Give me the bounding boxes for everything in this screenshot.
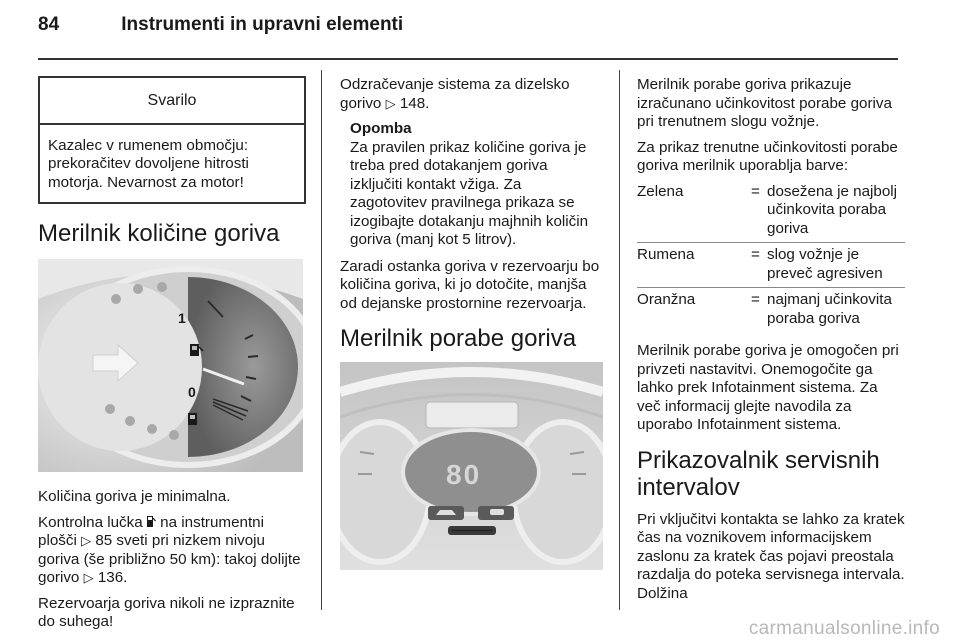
temperature-icon bbox=[490, 509, 504, 515]
fuel-paragraph-2-part-c: 85 sveti pri nizkem nivoju goriva (še približno 50 km): takoj dolijte gorivo bbox=[38, 532, 301, 586]
color-equals: = bbox=[751, 243, 767, 288]
economy-paragraph-1: Merilnik porabe goriva prikazuje izračunano učinkovitost porabe goriva pri trenutnem slogu vožnje. bbox=[637, 76, 892, 130]
display-digits: 80 bbox=[446, 459, 482, 490]
watermark: carmanualsonline.info bbox=[748, 618, 940, 639]
color-equals: = bbox=[751, 182, 760, 200]
color-description: najmanj učinkovita poraba goriva bbox=[767, 288, 905, 333]
service-paragraph: Pri vključitvi kontakta se lahko za kratek čas na voznikovem informacijskem zaslonu za kratek čas pojavi preostala razdalja do poteka servisnega intervala. Dolžina bbox=[637, 510, 905, 602]
page-title: Instrumenti in upravni elementi bbox=[121, 14, 404, 35]
fuel-paragraph-1: Količina goriva je minimalna. bbox=[38, 488, 231, 505]
economy-paragraph-2: Za prikaz trenutne učinkovitosti porabe goriva merilnik uporablja barve: bbox=[637, 138, 898, 174]
color-name: Rumena bbox=[637, 243, 751, 288]
warning-box bbox=[38, 76, 306, 204]
bleeding-paragraph-part-b: 148. bbox=[399, 94, 430, 112]
section-title-service-interval: Prikazovalnik servisnih intervalov bbox=[637, 446, 880, 501]
page-number: 84 bbox=[38, 14, 60, 35]
warning-heading: Svarilo bbox=[40, 78, 304, 125]
fuel-gauge-figure bbox=[38, 259, 303, 472]
note-block bbox=[340, 120, 602, 250]
color-row bbox=[637, 288, 905, 333]
fuel-economy-figure bbox=[340, 362, 603, 570]
fuel-paragraph-2-part-b: na instrumentni plošči bbox=[38, 513, 265, 549]
color-name: Zelena bbox=[637, 182, 684, 200]
color-row bbox=[637, 243, 905, 288]
fuel-paragraph-2-part-d: 136. bbox=[97, 569, 128, 586]
color-description: dosežena je najbolj učinkovita poraba goriva bbox=[767, 182, 898, 237]
color-name: Oranžna bbox=[637, 288, 751, 333]
fuel-pump-icon bbox=[147, 515, 156, 527]
triangle-pointer-icon: ▷ bbox=[81, 533, 92, 548]
column-divider-2 bbox=[619, 70, 620, 610]
section-title-fuel-gauge: Merilnik količine goriva bbox=[38, 220, 280, 247]
warning-body: Kazalec v rumenem območju: prekoračitev dovoljene hitrosti motorja. Nevarnost za motor! bbox=[48, 136, 249, 191]
page-header bbox=[38, 14, 403, 36]
fuel-paragraph-2 bbox=[38, 514, 306, 588]
color-table bbox=[637, 183, 905, 333]
bleeding-paragraph bbox=[340, 76, 602, 113]
color-row bbox=[637, 183, 905, 243]
fuel-gauge-illustration bbox=[38, 259, 303, 472]
gauge-full-label: 1 bbox=[178, 310, 186, 326]
fuel-economy-illustration bbox=[340, 362, 603, 570]
fuel-pump-icon-2 bbox=[188, 413, 197, 425]
fuel-paragraph-2-part-a: Kontrolna lučka bbox=[38, 513, 143, 531]
color-equals: = bbox=[751, 288, 767, 333]
note-body: Za pravilen prikaz količine goriva je treba pred dotakanjem goriva izključiti kontakt vžiga. Za zagotovitev pravilnega prikaza se izogibajte dotakanju majhnih količin goriva (manj kot 5 litrov). bbox=[350, 138, 589, 248]
economy-paragraph-3: Merilnik porabe goriva je omogočen pri privzeti nastavitvi. Onemogočite ga lahko prek Infotainment sistema. Za več informacij glejte navodila za uporabo Infotainment sistema. bbox=[637, 342, 899, 433]
color-description: slog vožnje je preveč agresiven bbox=[767, 243, 905, 288]
triangle-pointer-icon: ▷ bbox=[83, 570, 94, 585]
fuel-paragraph-3: Rezervoarja goriva nikoli ne izpraznite do suhega! bbox=[38, 594, 295, 630]
column-1 bbox=[38, 68, 306, 639]
section-title-fuel-economy: Merilnik porabe goriva bbox=[340, 325, 577, 352]
bleeding-paragraph-part-a: Odzračevanje sistema za dizelsko gorivo bbox=[340, 76, 570, 112]
gauge-empty-label: 0 bbox=[188, 384, 196, 400]
column-divider-1 bbox=[321, 70, 322, 610]
header-rule bbox=[38, 58, 898, 60]
note-heading: Opomba bbox=[350, 120, 412, 137]
triangle-pointer-icon: ▷ bbox=[385, 95, 396, 111]
residual-fuel-paragraph: Zaradi ostanka goriva v rezervoarju bo količina goriva, ki jo dotočite, manjša od dejanske prostornine rezervoarja. bbox=[340, 257, 600, 312]
column-2 bbox=[340, 76, 602, 570]
column-3 bbox=[637, 76, 905, 610]
